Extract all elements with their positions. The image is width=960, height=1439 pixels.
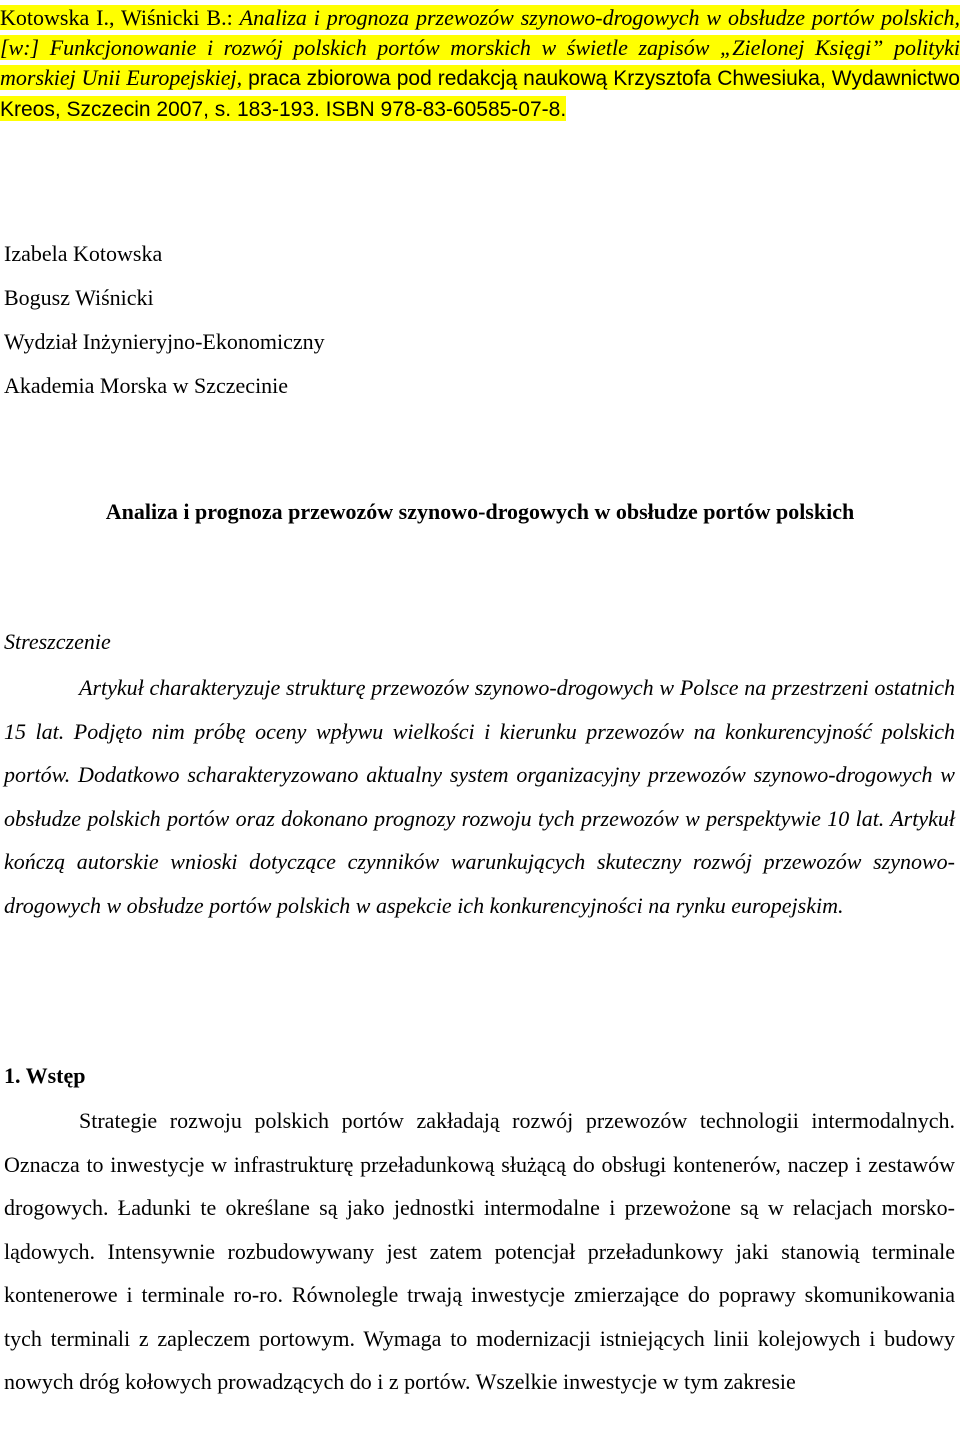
- article-title: Analiza i prognoza przewozów szynowo-drogowych w obsłudze portów polskich: [105, 499, 855, 524]
- section-paragraph-introduction: Strategie rozwoju polskich portów zakładają rozwój przewozów technologii intermodalnych. Oznacza to inwestycje w infrastrukturę przeładunkową służącą do obsługi kontenerów, naczep i zestawów drogowych. Ładunki te określane są jako jednostki intermodalne i przewożone są w relacjach morsko-lądowych. Intensywnie rozbudowywany jest zatem potencjał przeładunkowy jaki stanowią terminale kontenerowe i terminale ro-ro. Równolegle trwają inwestycje zmierzające do poprawy skomunikowania tych terminali z zapleczem portowym. Wymaga to modernizacji istniejących linii kolejowych i budowy nowych dróg kołowych prowadzących do i z portów. Wszelkie inwestycje w tym zakresie: [4, 1108, 955, 1394]
- citation-note: [0, 3, 960, 125]
- institution-name: Akademia Morska w Szczecinie: [4, 373, 289, 398]
- author-name-2: Bogusz Wiśnicki: [4, 285, 154, 310]
- citation-separator: :: [226, 5, 240, 30]
- section-heading-introduction: 1. Wstęp: [4, 1063, 86, 1088]
- department-name: Wydział Inżynieryjno-Ekonomiczny: [4, 329, 325, 354]
- abstract-heading: Streszczenie: [4, 629, 111, 654]
- citation-authors: Kotowska I., Wiśnicki B.: [0, 5, 227, 30]
- abstract-paragraph: Artykuł charakteryzuje strukturę przewozów szynowo-drogowych w Polsce na przestrzeni ostatnich 15 lat. Podjęto nim próbę oceny wpływu wielkości i kierunku przewozów na konkurencyjność polskich portów. Dodatkowo scharakteryzowano aktualny system organizacyjny przewozów szynowo-drogowych w obsłudze polskich portów oraz dokonano prognozy rozwoju tych przewozów w perspektywie 10 lat. Artykuł kończą autorskie wnioski dotyczące czynników warunkujących skuteczny rozwój przewozów szynowo-drogowych w obsłudze portów polskich w aspekcie ich konkurencyjności na rynku europejskim.: [4, 675, 955, 918]
- author-affiliation-block: [4, 232, 325, 408]
- author-name-1: Izabela Kotowska: [4, 241, 163, 266]
- citation-publication-details: praca zbiorowa pod redakcją naukową Krzysztofa Chwesiuka, Wydawnictwo Kreos, Szczecin 2007, s. 183-193. ISBN 978-83-60585-07-8.: [0, 67, 960, 121]
- citation-italic-title: Analiza i prognoza przewozów szynowo-drogowych w obsłudze portów polskich, [w:] Funkcjonowanie i rozwój polskich portów morskich w świetle zapisów „Zielonej Księgi” polityki morskiej Unii Europejskiej,: [0, 5, 960, 90]
